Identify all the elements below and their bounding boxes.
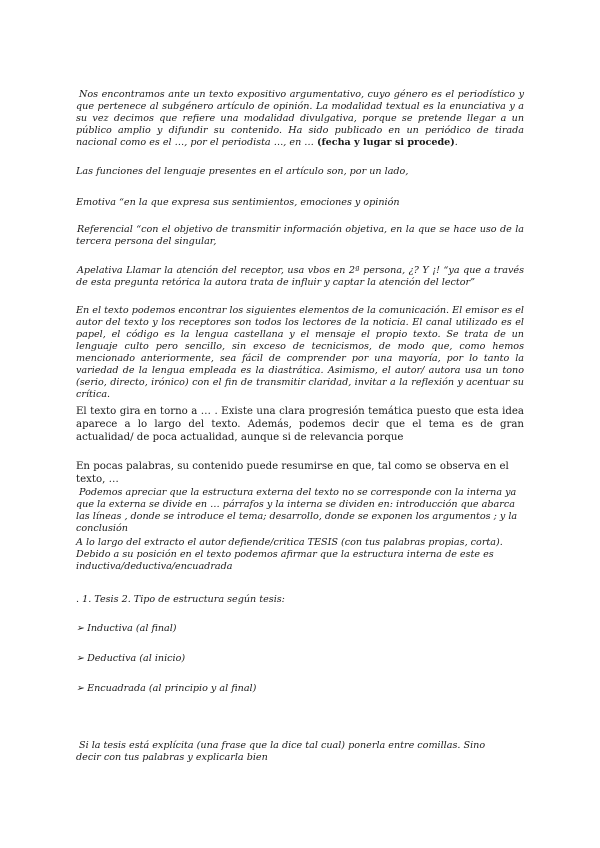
appellative-function-paragraph: Apelativa Llamar la atención del receptor, usa vbos en 2ª persona, ¿? Y ¡! “ya que a través de esta pregunta retórica la autora trata de influir y captar la atención del lector” <box>76 265 524 288</box>
intro-paragraph <box>76 89 524 149</box>
bullet-deductive: ➢ Deductiva (al inicio) <box>76 653 186 664</box>
bullet-inductive: ➢ Inductiva (al final) <box>76 623 177 634</box>
intro-text: Nos encontramos ante un texto expositivo argumentativo, cuyo género es el periodístico y que pertenece al subgénero artículo de opinión. La modalidad textual es la enunciativa y a su vez decimos que refiere una modalidad divulgativa, porque se pretende llegar a un público amplio y difundir su contenido. Ha sido publicado en un periódico de tirada nacional como es el …, por el periodista …, en … <box>76 89 524 148</box>
language-functions-paragraph: Las funciones del lenguaje presentes en el artículo son, por un lado, <box>76 166 409 177</box>
thesis-list-heading: . 1. Tesis 2. Tipo de estructura según tesis: <box>76 594 285 605</box>
thesis-paragraph: A lo largo del extracto el autor defiende/critica TESIS (con tus palabras propias, corta). Debido a su posición en el texto podemos afirmar que la estructura interna de este es inductiva/deductiva/encuadrada <box>76 537 503 572</box>
structure-paragraph: Podemos apreciar que la estructura externa del texto no se corresponde con la interna ya que la externa se divide en … párrafos y la interna se dividen en: introducción que abarca las líneas , donde se introduce el tema; desarrollo, donde se exponen los argumentos ; y la conclusión <box>76 487 518 534</box>
intro-end: . <box>454 137 458 148</box>
communication-elements-paragraph: En el texto podemos encontrar los siguientes elementos de la comunicación. El emisor es el autor del texto y los receptores son todos los lectores de la noticia. El canal utilizado es el papel, el código es la lengua castellana y el mensaje el propio texto. Se trata de un lenguaje culto pero sencillo, sin exceso de tecnicismos, de modo que, como hemos mencionado anteriormente, sea fácil de comprender por una mayoría, por lo tanto la variedad de la lengua empleada es la diastrática. Asimismo, el autor/ autora usa un tono (serio, directo, irónico) con el fin de transmitir claridad, invitar a la reflexión y acentuar su crítica. <box>76 305 524 400</box>
bullet-framed: ➢ Encuadrada (al principio y al final) <box>76 683 257 694</box>
topic-paragraph: El texto gira en torno a … . Existe una clara progresión temática puesto que esta idea aparece a lo largo del texto. Además, podemos decir que el tema es de gran actualidad/ de poca actualidad, aunque si de relevancia porque <box>76 406 524 443</box>
summary-paragraph: En pocas palabras, su contenido puede resumirse en que, tal como se observa en el texto, … <box>76 461 509 485</box>
emotive-function-paragraph: Emotiva “en la que expresa sus sentimientos, emociones y opinión <box>76 197 400 208</box>
explicit-thesis-paragraph: Si la tesis está explícita (una frase que la dice tal cual) ponerla entre comillas. Sino decir con tus palabras y explicarla bien <box>76 740 486 763</box>
referential-function-paragraph: Referencial “con el objetivo de transmitir información objetiva, en la que se hace uso de la tercera persona del singular, <box>76 224 524 247</box>
intro-bold-text: (fecha y lugar si procede) <box>316 137 455 148</box>
